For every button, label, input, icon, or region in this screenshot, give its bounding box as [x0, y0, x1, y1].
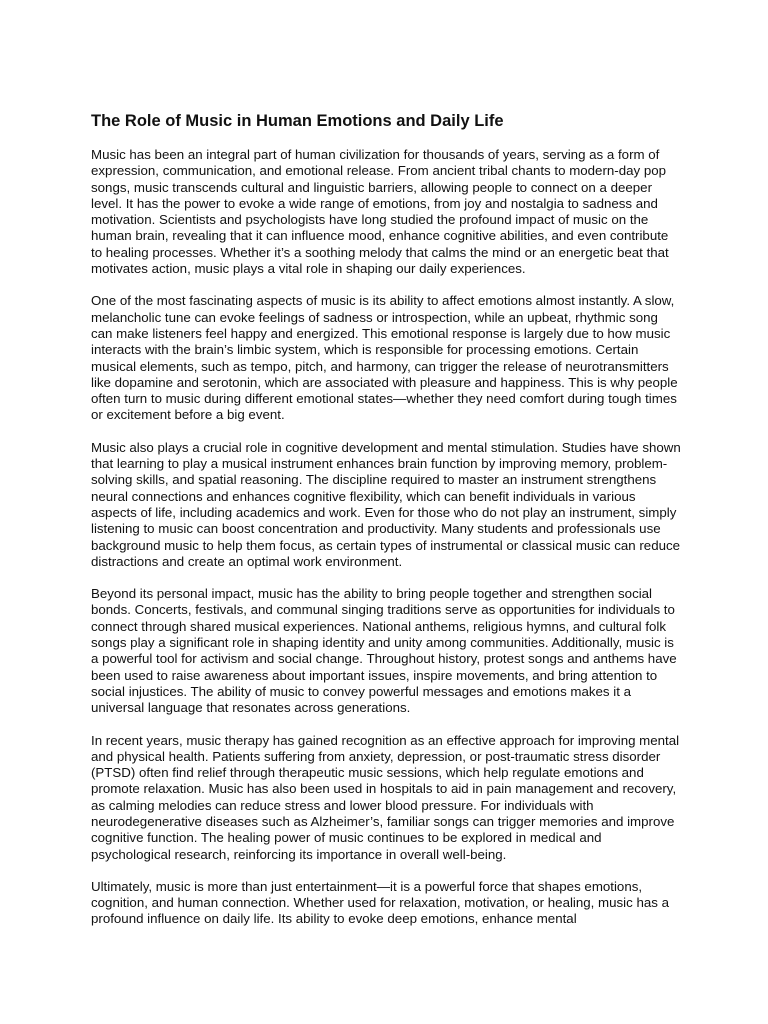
document-title: The Role of Music in Human Emotions and Daily Life — [91, 112, 504, 130]
paragraph-3: Music also plays a crucial role in cognitive development and mental stimulation. Studies have shown that learning to play a musical instrument enhances brain function by improving memory, problem-solving skills, and spatial reasoning. The discipline required to master an instrument strengthens neural connections and enhances cognitive flexibility, which can benefit individuals in various aspects of life, including academics and work. Even for those who do not play an instrument, simply listening to music can boost concentration and productivity. Many students and professionals use background music to help them focus, as certain types of instrumental or classical music can reduce distractions and create an optimal work environment. — [91, 439, 681, 569]
paragraph-1: Music has been an integral part of human civilization for thousands of years, serving as a form of expression, communication, and emotional release. From ancient tribal chants to modern-day pop songs, music transcends cultural and linguistic barriers, allowing people to connect on a deeper level. It has the power to evoke a wide range of emotions, from joy and nostalgia to sadness and motivation. Scientists and psychologists have long studied the profound impact of music on the human brain, revealing that it can influence mood, enhance cognitive abilities, and even contribute to healing processes. Whether it’s a soothing melody that calms the mind or an energetic beat that motivates action, music plays a vital role in shaping our daily experiences. — [91, 147, 669, 277]
paragraph-5: In recent years, music therapy has gained recognition as an effective approach for improving mental and physical health. Patients suffering from anxiety, depression, or post-traumatic stress disorder (PTSD) often find relief through therapeutic music sessions, which help regulate emotions and promote relaxation. Music has also been used in hospitals to aid in pain management and recovery, as calming melodies can reduce stress and lower blood pressure. For individuals with neurodegenerative diseases such as Alzheimer’s, familiar songs can trigger memories and improve cognitive function. The healing power of music continues to be explored in medical and psychological research, reinforcing its importance in overall well-being. — [91, 732, 680, 862]
paragraph-4: Beyond its personal impact, music has the ability to bring people together and strengthen social bonds. Concerts, festivals, and communal singing traditions serve as opportunities for individuals to connect through shared musical experiences. National anthems, religious hymns, and cultural folk songs play a significant role in shaping identity and unity among communities. Additionally, music is a powerful tool for activism and social change. Throughout history, protest songs and anthems have been used to raise awareness about important issues, inspire movements, and bring attention to social injustices. The ability of music to convey powerful messages and emotions makes it a universal language that resonates across generations. — [91, 586, 677, 716]
paragraph-2: One of the most fascinating aspects of music is its ability to affect emotions almost instantly. A slow, melancholic tune can evoke feelings of sadness or introspection, while an upbeat, rhythmic song can make listeners feel happy and energized. This emotional response is largely due to how music interacts with the brain’s limbic system, which is responsible for processing emotions. Certain musical elements, such as tempo, pitch, and harmony, can trigger the release of neurotransmitters like dopamine and serotonin, which are associated with pleasure and happiness. This is why people often turn to music during different emotional states—whether they need comfort during tough times or excitement before a big event. — [91, 293, 678, 423]
paragraph-6: Ultimately, music is more than just entertainment—it is a powerful force that shapes emotions, cognition, and human connection. Whether used for relaxation, motivation, or healing, music has a profound influence on daily life. Its ability to evoke deep emotions, enhance mental — [91, 878, 670, 927]
